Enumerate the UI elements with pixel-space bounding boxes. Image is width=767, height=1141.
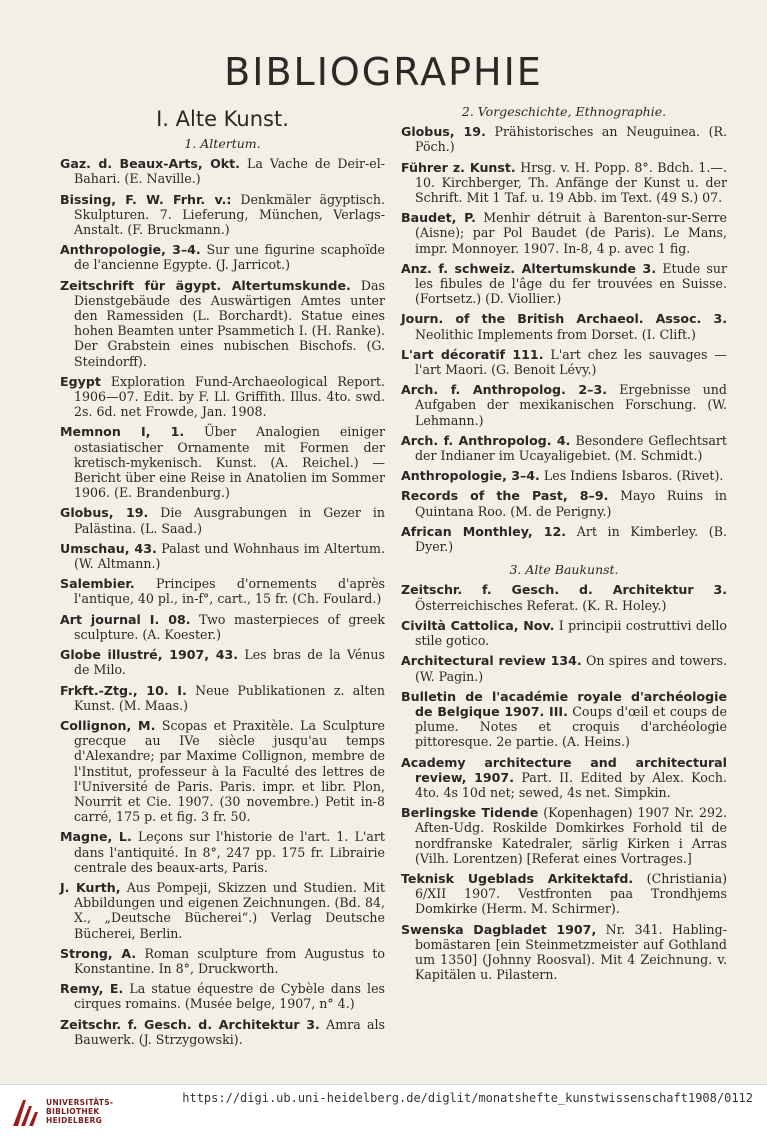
bibliography-entry <box>60 829 385 875</box>
entry-source: Zeitschr. f. Gesch. d. Architektur 3. <box>401 582 727 598</box>
university-library-logo-icon <box>10 1096 40 1130</box>
page-title: BIBLIOGRAPHIE <box>224 50 543 94</box>
bibliography-entry <box>60 424 385 500</box>
entry-text: Les bras de la Vénus de Milo. <box>74 647 385 678</box>
entry-text: Denkmäler ägyptisch. Skulpturen. 7. Lieferung, München, Verlags-Anstalt. (F. Bruckmann.) <box>74 191 385 238</box>
section-heading: I. Alte Kunst. <box>156 107 289 131</box>
entry-text: Scopas et Praxitèle. La Sculpture grecque au IVe siècle jusqu'au temps d'Alexandre; par Maxime Collignon, membre de l'Institut, professeur à la Faculté des lettres de l'Université de Paris. Paris. impr. et libr. Plon, Nourrit et Cie. 1907. (30 novembre.) Petit in-8 carré, 175 p. et fig. 3 fr. 50. <box>74 717 385 825</box>
entry-source: L'art décoratif 111. <box>401 346 544 362</box>
bibliography-entry <box>401 689 727 750</box>
entry-source: Frkft.-Ztg., 10. I. <box>60 682 187 698</box>
entry-source: Bissing, F. W. Frhr. v.: <box>60 191 232 207</box>
entry-text: Exploration Fund-Archaeological Report. 1906—07. Edit. by F. Ll. Griffith. Illus. 4to. swd. 2s. 6d. net Frowde, Jan. 1908. <box>74 373 385 420</box>
bibliography-entry <box>60 880 385 941</box>
left-column <box>60 104 385 1052</box>
entry-text: Amra als Bauwerk. (J. Strzygowski). <box>74 1016 385 1047</box>
library-name-line: UNIVERSITÄTS- <box>46 1098 114 1107</box>
entry-text: Les Indiens Isbaros. (Rivet). <box>543 468 724 484</box>
bibliography-entry <box>401 805 727 866</box>
library-name <box>46 1098 113 1125</box>
subsection-heading: 2. Vorgeschichte, Ethnographie. <box>461 104 667 119</box>
entry-text: Über Analogien einiger ostasiatischer Ornamente mit Formen der kretisch-mykenisch. Kunst. (A. Reichel.) — Bericht über eine Reise in Anatolien im Sommer 1906. (E. Brandenburg.) <box>74 424 385 501</box>
entry-text: (Kopenhagen) 1907 Nr. 292. Aften-Udg. Roskilde Domkirkes Forhold til de nordfranske Katedraler, särlig Kirken i Arras (Vilh. Lorentzen) [Referat eines Vortrages.] <box>415 805 727 866</box>
entry-text: Art in Kimberley. (B. Dyer.) <box>415 523 727 555</box>
entry-source: Arch. f. Anthropolog. 4. <box>401 432 571 448</box>
footer-bar <box>0 1084 767 1141</box>
entry-source: Globus, 19. <box>401 124 486 140</box>
entry-text: Etude sur les fibules de l'âge du fer trouvées en Suisse. (Fortsetz.) (D. Viollier.) <box>415 260 727 307</box>
bibliography-entry <box>60 278 385 369</box>
entry-source: Civiltà Cattolica, Nov. <box>401 617 555 633</box>
bibliography-entry <box>60 647 385 677</box>
entry-source: Zeitschr. f. Gesch. d. Architektur 3. <box>60 1016 320 1032</box>
bibliography-entry <box>60 242 385 272</box>
entry-text: Prähistorisches an Neuguinea. (R. Pöch.) <box>415 124 727 155</box>
entry-source: Architectural review 134. <box>401 653 582 669</box>
bibliography-entry <box>60 981 385 1011</box>
entry-text: Menhir détruit à Barenton-sur-Serre (Aisne); par Pol Baudet (de Paris). Le Mans, impr. Monnoyer. 1907. In-8, 4 p. avec 1 fig. <box>415 210 727 256</box>
entry-source: Art journal I. 08. <box>60 611 191 627</box>
entry-text: Hrsg. v. H. Popp. 8°. Bdch. 1.—. 10. Kirchberger, Th. Anfänge der Kunst u. der Schrift. Mit 1 Taf. u. 19 Abb. im Text. (49 S.) 07. <box>415 159 727 206</box>
bibliography-entry <box>401 922 727 983</box>
entry-source: Egypt <box>60 373 101 389</box>
entry-source: Strong, A. <box>60 945 137 961</box>
bibliography-entry <box>401 382 727 428</box>
entry-source: Anz. f. schweiz. Altertumskunde 3. <box>401 260 657 276</box>
bibliography-entry <box>401 210 727 256</box>
bibliography-entry <box>60 374 385 420</box>
bibliography-entry <box>401 871 727 917</box>
library-name-line: BIBLIOTHEK <box>46 1107 100 1116</box>
bibliography-entry <box>401 311 727 341</box>
bibliography-entry <box>401 755 727 801</box>
entry-source: Magne, L. <box>60 829 132 845</box>
bibliography-entry <box>401 653 727 683</box>
entry-source: Remy, E. <box>60 981 124 997</box>
bibliography-entry <box>401 261 727 307</box>
entry-source: Arch. f. Anthropolog. 2–3. <box>401 382 608 398</box>
entry-source: Memnon I, 1. <box>60 424 185 440</box>
entry-text: Die Ausgrabungen in Gezer in Palästina. (L. Saad.) <box>74 505 385 536</box>
entry-source: African Monthley, 12. <box>401 523 567 539</box>
bibliography-entry <box>401 582 727 612</box>
entry-text: La Vache de Deir-el-Bahari. (E. Naville.) <box>74 156 385 187</box>
bibliography-entry <box>401 468 727 483</box>
entry-text: Leçons sur l'historie de l'art. 1. L'art dans l'antiquité. In 8°, 247 pp. 175 fr. Librairie centrale des beaux-arts, Paris. <box>74 829 385 875</box>
entry-source: Führer z. Kunst. <box>401 159 516 175</box>
subsection-heading: 3. Alte Baukunst. <box>509 562 619 578</box>
entry-list <box>60 156 385 1047</box>
bibliography-entry <box>60 192 385 238</box>
bibliography-entry <box>401 433 727 463</box>
entry-text: Nr. 341. Habling-bomästaren [ein Steinmetzmeister auf Gothland um 1350] (Johnny Roosval). Mit 4 Zeichnung. v. Kapitälen u. Pilastern. <box>415 921 727 983</box>
entry-text: Neolithic Implements from Dorset. (I. Clift.) <box>415 326 696 342</box>
bibliography-entry <box>60 946 385 976</box>
entry-text: I principii costruttivi dello stile gotico. <box>415 617 727 649</box>
bibliography-entry <box>401 160 727 206</box>
entry-text: Two masterpieces of greek sculpture. (A. Koester.) <box>74 611 385 642</box>
bibliography-entry <box>401 347 727 377</box>
bibliography-entry <box>60 505 385 535</box>
bibliography-entry <box>60 718 385 824</box>
entry-source: Globe illustré, 1907, 43. <box>60 647 239 663</box>
entry-text: Roman sculpture from Augustus to Konstantine. In 8°, Druckworth. <box>74 945 385 976</box>
entry-text: Neue Publikationen z. alten Kunst. (M. Maas.) <box>74 682 385 713</box>
entry-text: La statue équestre de Cybèle dans les cirques romains. (Musée belge, 1907, n° 4.) <box>74 981 385 1012</box>
entry-text: L'art chez les sauvages — l'art Maori. (G. Benoit Lévy.) <box>415 346 727 378</box>
bibliography-entry <box>60 683 385 713</box>
entry-source: Berlingske Tidende <box>401 805 539 821</box>
section-list <box>401 104 727 982</box>
bibliography-entry <box>401 524 727 554</box>
entry-source: Teknisk Ugeblads Arkitektafd. <box>401 870 634 886</box>
entry-text: Palast und Wohnhaus im Altertum. (W. Altmann.) <box>74 540 385 572</box>
entry-text: Part. II. Edited by Alex. Koch. 4to. 4s 10d net; sewed, 4s net. Simpkin. <box>415 769 727 800</box>
right-column <box>401 104 727 987</box>
entry-source: Journ. of the British Archaeol. Assoc. 3. <box>401 311 727 327</box>
entry-source: Globus, 19. <box>60 505 149 521</box>
source-url-link[interactable]: https://digi.ub.uni-heidelberg.de/diglit/monatshefte_kunstwissenschaft1908/0112 <box>182 1091 753 1105</box>
entry-text: (Christiania) 6/XII 1907. Vestfronten paa Trondhjems Domkirke (Herm. M. Schirmer). <box>415 870 727 917</box>
bibliography-entry <box>60 612 385 642</box>
entry-source: Collignon, M. <box>60 717 156 733</box>
entry-source: Academy architecture and architectural review, 1907. <box>401 754 727 785</box>
entry-text: Aus Pompeji, Skizzen und Studien. Mit Abbildungen und eigenen Zeichnungen. (Bd. 84, X., „Deutsche Bücherei“.) Verlag Deutsche Bücherei, Berlin. <box>74 879 385 941</box>
entry-source: Bulletin de l'académie royale d'archéologie de Belgique 1907. III. <box>401 688 727 719</box>
bibliography-entry <box>401 618 727 648</box>
bibliography-entry <box>60 156 385 186</box>
entry-source: J. Kurth, <box>60 879 121 895</box>
entry-source: Records of the Past, 8–9. <box>401 488 609 504</box>
bibliography-entry <box>401 488 727 518</box>
entry-text: On spires and towers. (W. Pagin.) <box>415 653 727 684</box>
bibliography-entry <box>60 1017 385 1047</box>
bibliography-entry <box>60 576 385 606</box>
bibliography-entry <box>60 541 385 571</box>
subsection-heading: 1. Altertum. <box>184 136 261 151</box>
entry-text: Das Dienstgebäude des Auswärtigen Amtes unter den Ramessiden (L. Borchardt). Statue eines hohen Beamten unter Psammetich I. (H. Ranke). Der Grabstein eines nubischen Bischofs. (G. Steindorff). <box>74 277 385 369</box>
entry-source: Swenska Dagbladet 1907, <box>401 921 597 937</box>
entry-source: Gaz. d. Beaux-Arts, Okt. <box>60 156 240 172</box>
entry-text: Ergebnisse und Aufgaben der mexikanischen Forschung. (W. Lehmann.) <box>415 382 727 428</box>
entry-text: Coups d'œil et coups de plume. Notes et croquis d'archéologie pittoresque. 2e partie. (A. Heins.) <box>415 703 727 750</box>
entry-source: Anthropologie, 3–4. <box>401 468 540 484</box>
entry-text: Österreichisches Referat. (K. R. Holey.) <box>415 597 667 613</box>
entry-source: Salembier. <box>60 576 135 592</box>
entry-source: Baudet, P. <box>401 210 476 226</box>
entry-text: Sur une figurine scaphoïde de l'ancienne Egypte. (J. Jarricot.) <box>74 242 385 273</box>
bibliography-entry <box>401 124 727 154</box>
entry-text: Besondere Geflechtsart der Indianer im Ucayaligebiet. (M. Schmidt.) <box>415 432 727 464</box>
entry-source: Umschau, 43. <box>60 540 157 556</box>
entry-source: Zeitschrift für ägypt. Altertumskunde. <box>60 277 351 293</box>
entry-source: Anthropologie, 3–4. <box>60 242 201 258</box>
library-name-line: HEIDELBERG <box>46 1116 103 1125</box>
entry-text: Mayo Ruins in Quintana Roo. (M. de Perigny.) <box>415 488 727 519</box>
entry-text: Principes d'ornements d'après l'antique, 40 pl., in-f°, cart., 15 fr. (Ch. Foulard.) <box>74 576 385 607</box>
